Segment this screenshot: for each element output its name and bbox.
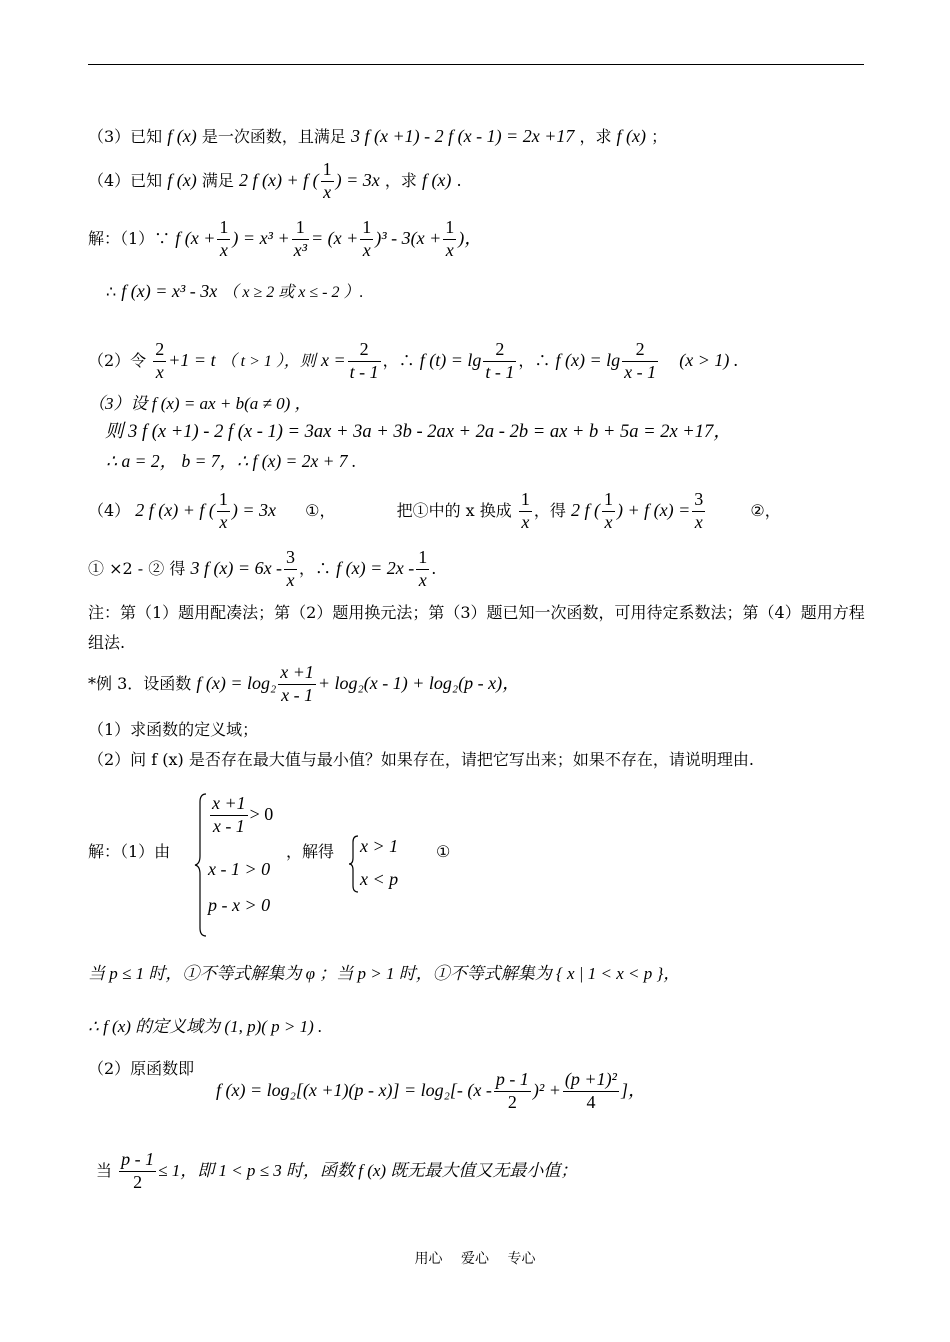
fraction: $\frac{2}{x}$ bbox=[155, 339, 165, 382]
fx-label: f (x) bbox=[167, 169, 197, 190]
expr: 3 f (x) = 6x - bbox=[190, 557, 283, 578]
problem-4-text: 满足 bbox=[201, 170, 234, 190]
equation-mark: ① bbox=[436, 842, 451, 861]
fraction: $\frac{x +1}{x - 1}$ bbox=[212, 793, 246, 836]
solution-3-line1 bbox=[88, 395, 311, 412]
solution-3-line3 bbox=[106, 453, 356, 471]
solution-1-line bbox=[88, 218, 482, 261]
fraction: $\frac{2}{x - 1}$ bbox=[624, 339, 657, 382]
solution-1-prefix: 解：（1）∵ bbox=[88, 228, 171, 248]
case-result: ≤ 1，即 1 < p ≤ 3 时，函数 f (x) 既无最大值又无最小值； bbox=[158, 1160, 578, 1180]
solution-4-prefix: （4） bbox=[88, 500, 131, 520]
part-2-prefix: （2）原函数即 bbox=[88, 1059, 195, 1078]
left-brace-2 bbox=[348, 834, 360, 894]
fraction: $\frac{p - 1}{2}$ bbox=[121, 1149, 155, 1192]
punct: . bbox=[456, 170, 462, 190]
solution-3-line2 bbox=[105, 423, 732, 442]
solution-row-1: x > 1 bbox=[360, 836, 399, 856]
header-rule bbox=[88, 64, 864, 65]
method-note: 注：第（1）题用配凑法；第（2）题用换元法；第（3）题已知一次函数，可用待定系数法；第（4）题用方程组法. bbox=[88, 603, 865, 652]
fraction: $\frac{1}{x}$ bbox=[362, 217, 372, 260]
expr: )， bbox=[458, 227, 483, 248]
problem-3-text: 是一次函数，且满足 bbox=[201, 127, 346, 146]
solution-3-result: ∴ a = 2， b = 7，∴ f (x) = 2x + 7 . bbox=[106, 451, 357, 471]
fx-label: f (x) bbox=[421, 169, 452, 190]
solution-3-expand: 则 3 f (x +1) - 2 f (x - 1) = 3ax + 3a + 3b - 2ax + 2a - 2b = ax + b + 5a = 2x +17， bbox=[105, 422, 732, 442]
expr: f (t) = lg bbox=[419, 349, 482, 370]
formula-c: ]， bbox=[620, 1079, 646, 1100]
formula-b: )² + bbox=[532, 1079, 561, 1100]
expr: ) + f (x) = bbox=[617, 499, 691, 520]
left-brace-1 bbox=[194, 792, 208, 938]
expr: ) = x³ + bbox=[232, 227, 290, 248]
solution-2-prefix: （2）令 bbox=[88, 350, 147, 370]
problem-4-prefix: （4）已知 bbox=[88, 170, 163, 190]
result-expr: f (x) = x³ - 3x bbox=[121, 281, 218, 301]
combine-text: ① ×2 - ② 得 bbox=[88, 558, 186, 578]
equation-mark-1: ①， bbox=[305, 500, 336, 520]
part-2-case bbox=[96, 1150, 577, 1193]
case-line bbox=[88, 965, 680, 982]
solution-row-2: x < p bbox=[360, 869, 399, 889]
solution-4b-line bbox=[88, 548, 436, 591]
condition: （ t > 1 ），则 bbox=[220, 352, 316, 370]
expr: f (x) = lg bbox=[555, 349, 621, 370]
problem-3-prefix: （3）已知 bbox=[88, 127, 163, 146]
fraction: $\frac{\text{(p +1)²}}{4}$ bbox=[564, 1069, 617, 1112]
domain-text: ∴ f (x) 的定义域为 (1, p)( p > 1) . bbox=[88, 1017, 323, 1036]
fraction: $\frac{1}{x}$ bbox=[418, 547, 428, 590]
fraction: $\frac{1}{x}$ bbox=[604, 489, 613, 532]
fraction: $\frac{2}{t - 1}$ bbox=[349, 339, 379, 382]
page-footer: 用心 爱心 专心 bbox=[414, 1251, 536, 1267]
formula-a: f (x) = log₂[(x +1)(p - x)] = log₂[- (x - bbox=[216, 1079, 492, 1100]
when-text: 当 bbox=[96, 1160, 113, 1180]
expr: 2 f (x) + f ( bbox=[135, 499, 215, 520]
solution-2-line bbox=[88, 340, 738, 383]
substitute-text: 把①中的 x 换成 bbox=[396, 500, 512, 520]
fraction: $\frac{1}{x}$ bbox=[445, 217, 455, 260]
fraction: $\frac{3}{x}$ bbox=[694, 489, 704, 532]
solution-4-line bbox=[88, 490, 781, 533]
system-row-2: x - 1 > 0 bbox=[208, 859, 271, 879]
therefore-symbol: ∴ bbox=[106, 282, 117, 301]
example-3-q1: （1）求函数的定义域； bbox=[88, 720, 259, 739]
expr: +1 = t bbox=[168, 349, 216, 370]
problem-4-rhs: ) = 3x bbox=[335, 169, 380, 190]
example-3-line bbox=[88, 663, 520, 706]
part-2-formula bbox=[216, 1070, 646, 1113]
therefore-symbol: ，∴ bbox=[299, 558, 332, 578]
get-text: ，得 bbox=[533, 500, 566, 520]
expr: f (x) = log₂ bbox=[196, 672, 277, 693]
fraction: $\frac{1}{x}$ bbox=[520, 489, 530, 532]
problem-4-line bbox=[88, 160, 462, 203]
expr: f (x + bbox=[175, 227, 216, 248]
fx-label: f (x) bbox=[167, 126, 197, 146]
equation-mark-2: ②， bbox=[750, 500, 781, 520]
fraction: $\frac{p - 1}{2}$ bbox=[495, 1069, 529, 1112]
expr: 2 f ( bbox=[571, 499, 600, 520]
solution-3-setup: （3）设 f (x) = ax + b(a ≠ 0) ， bbox=[88, 394, 312, 413]
domain-line bbox=[88, 1018, 322, 1035]
example-3-prefix: *例 3．设函数 bbox=[88, 673, 192, 693]
therefore-symbol: ，∴ bbox=[518, 350, 551, 370]
expr: = (x + bbox=[311, 227, 359, 248]
system-prefix: 解：（1）由 bbox=[88, 842, 171, 861]
fraction: $\frac{1}{\text{x³}}$ bbox=[293, 217, 307, 260]
system-row-3: p - x > 0 bbox=[208, 895, 271, 915]
expr: x = bbox=[321, 349, 346, 370]
fraction: $\frac{3}{x}$ bbox=[286, 547, 296, 590]
expr: f (x) = 2x - bbox=[336, 557, 415, 578]
expr: )³ - 3(x + bbox=[375, 227, 442, 248]
punct: . bbox=[431, 558, 437, 578]
range: (x > 1) . bbox=[679, 349, 739, 370]
fraction: $\frac{1}{x}$ bbox=[219, 217, 229, 260]
fraction: $\frac{2}{t - 1}$ bbox=[485, 339, 515, 382]
case-text: 当 p ≤ 1 时，①不等式解集为 φ ；当 p > 1 时，①不等式解集为 { x | 1 < x < p }， bbox=[88, 964, 681, 983]
problem-3-ask: ，求 bbox=[579, 127, 612, 146]
example-3-q2: （2）问 f (x) 是否存在最大值与最小值？如果存在，请把它写出来；如果不存在，请说明理由. bbox=[88, 750, 754, 769]
fx-label: f (x) bbox=[616, 126, 647, 146]
solution-1-result bbox=[106, 282, 363, 301]
result-condition: （ x ≥ 2 或 x ≤ - 2 ）. bbox=[222, 284, 364, 301]
punct: ； bbox=[651, 127, 668, 146]
fraction: $\frac{1}{x}$ bbox=[218, 489, 228, 532]
problem-4-ask: ，求 bbox=[384, 170, 417, 190]
expr: ) = 3x bbox=[231, 499, 277, 520]
problem-3-line bbox=[88, 127, 667, 145]
therefore-symbol: ，∴ bbox=[382, 350, 415, 370]
solve-text: ，解得 bbox=[286, 842, 335, 861]
inequality: > 0 bbox=[249, 803, 274, 824]
fraction: $\frac{1}{x}$ bbox=[322, 159, 332, 202]
system-row-1 bbox=[208, 794, 273, 837]
problem-4-lhs: 2 f (x) + f ( bbox=[238, 169, 319, 190]
problem-3-equation: 3 f (x +1) - 2 f (x - 1) = 2x +17 bbox=[350, 126, 575, 146]
expr: + log₂(x - 1) + log₂(p - x)， bbox=[317, 672, 521, 693]
fraction: $\frac{x +1}{x - 1}$ bbox=[280, 662, 314, 705]
